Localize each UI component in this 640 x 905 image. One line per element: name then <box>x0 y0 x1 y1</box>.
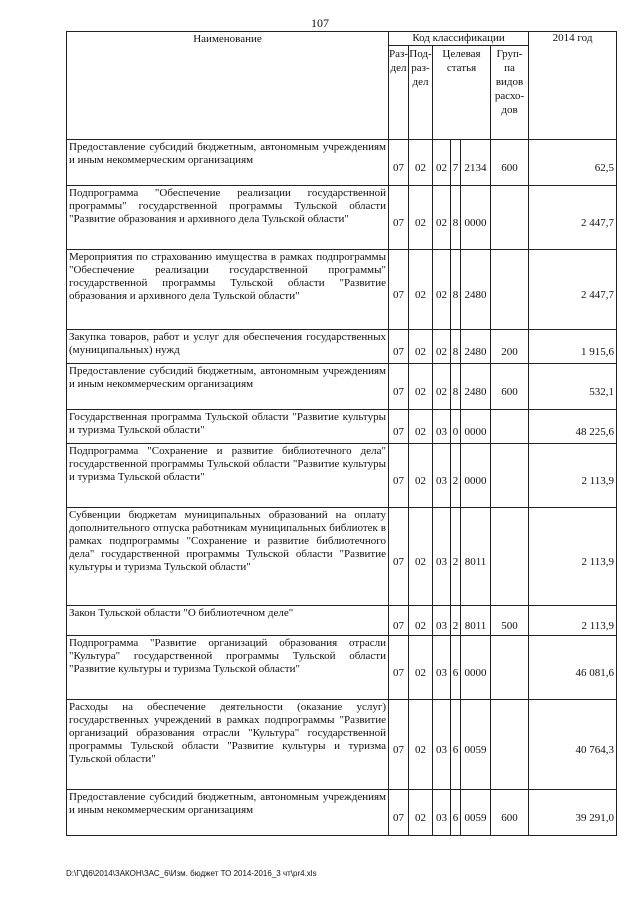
cell-target-3: 2480 <box>461 364 491 410</box>
cell-subsection: 02 <box>409 364 433 410</box>
cell-target-3: 0000 <box>461 410 491 444</box>
cell-section: 07 <box>389 700 409 790</box>
cell-section: 07 <box>389 444 409 508</box>
cell-amount-2014: 532,1 <box>529 364 617 410</box>
cell-section: 07 <box>389 186 409 250</box>
cell-name: Закон Тульской области "О библиотечном деле" <box>67 606 389 636</box>
cell-amount-2014: 2 447,7 <box>529 250 617 330</box>
header-group: Груп- па видов расхо- дов <box>491 46 529 140</box>
cell-subsection: 02 <box>409 140 433 186</box>
table-row <box>67 330 617 364</box>
cell-name: Предоставление субсидий бюджетным, автономным учреждениям и иным некоммерческим организациям <box>67 140 389 186</box>
cell-target-2: 2 <box>451 508 461 606</box>
cell-target-2: 7 <box>451 140 461 186</box>
cell-section: 07 <box>389 636 409 700</box>
budget-table <box>66 31 617 836</box>
header-code-classification: Код классификации <box>389 32 529 46</box>
cell-target-2: 8 <box>451 330 461 364</box>
cell-target-1: 03 <box>433 508 451 606</box>
cell-section: 07 <box>389 606 409 636</box>
cell-subsection: 02 <box>409 444 433 508</box>
cell-subsection: 02 <box>409 636 433 700</box>
cell-section: 07 <box>389 250 409 330</box>
cell-section: 07 <box>389 364 409 410</box>
cell-target-2: 6 <box>451 700 461 790</box>
table-row <box>67 140 617 186</box>
table-row <box>67 508 617 606</box>
cell-target-1: 03 <box>433 700 451 790</box>
cell-name: Подпрограмма "Обеспечение реализации государственной программы" государственной программы Тульской области "Развитие образования и архивного дела Тульской области" <box>67 186 389 250</box>
cell-target-3: 2134 <box>461 140 491 186</box>
cell-target-3: 0059 <box>461 790 491 836</box>
cell-target-1: 02 <box>433 330 451 364</box>
cell-target-3: 0000 <box>461 636 491 700</box>
table-row <box>67 364 617 410</box>
table-row <box>67 606 617 636</box>
cell-subsection: 02 <box>409 250 433 330</box>
cell-target-2: 2 <box>451 444 461 508</box>
cell-name: Предоставление субсидий бюджетным, автономным учреждениям и иным некоммерческим организациям <box>67 790 389 836</box>
cell-section: 07 <box>389 508 409 606</box>
cell-target-3: 8011 <box>461 606 491 636</box>
header-subsection: Под- раз- дел <box>409 46 433 140</box>
cell-target-2: 6 <box>451 636 461 700</box>
cell-amount-2014: 40 764,3 <box>529 700 617 790</box>
cell-name: Подпрограмма "Развитие организаций образования отрасли "Культура" государственной программы Тульской области "Развитие культуры и туризма Тульской области" <box>67 636 389 700</box>
cell-target-2: 2 <box>451 606 461 636</box>
cell-name: Государственная программа Тульской области "Развитие культуры и туризма Тульской области" <box>67 410 389 444</box>
cell-target-1: 02 <box>433 250 451 330</box>
cell-expense-group <box>491 636 529 700</box>
cell-amount-2014: 62,5 <box>529 140 617 186</box>
cell-section: 07 <box>389 410 409 444</box>
table-row <box>67 186 617 250</box>
cell-section: 07 <box>389 790 409 836</box>
header-target: Целевая статья <box>433 46 491 140</box>
cell-target-1: 03 <box>433 410 451 444</box>
cell-name: Подпрограмма "Сохранение и развитие библиотечного дела" государственной программы Тульской области "Развитие культуры и туризма Тульской области" <box>67 444 389 508</box>
cell-expense-group <box>491 410 529 444</box>
cell-section: 07 <box>389 330 409 364</box>
cell-target-3: 0000 <box>461 444 491 508</box>
cell-target-2: 8 <box>451 186 461 250</box>
cell-expense-group: 500 <box>491 606 529 636</box>
cell-expense-group <box>491 444 529 508</box>
cell-amount-2014: 2 113,9 <box>529 444 617 508</box>
cell-name: Расходы на обеспечение деятельности (оказание услуг) государственных учреждений в рамках подпрограммы "Развитие организаций образования отрасли "Культура" государственной программы Тульской области "Развитие культуры и туризма Тульской области" <box>67 700 389 790</box>
cell-name: Закупка товаров, работ и услуг для обеспечения государственных (муниципальных) нужд <box>67 330 389 364</box>
header-section: Раз- дел <box>389 46 409 140</box>
cell-subsection: 02 <box>409 790 433 836</box>
cell-subsection: 02 <box>409 700 433 790</box>
cell-target-1: 02 <box>433 364 451 410</box>
cell-target-3: 2480 <box>461 250 491 330</box>
page-number: 107 <box>311 16 329 30</box>
cell-target-1: 02 <box>433 186 451 250</box>
header-year: 2014 год <box>529 32 617 140</box>
cell-target-3: 8011 <box>461 508 491 606</box>
cell-name: Субвенции бюджетам муниципальных образований на оплату дополнительного отпуска работникам муниципальных библиотек в рамках подпрограммы "Сохранение и развитие библиотечного дела" государственной программы Тульской области "Развитие культуры и туризма Тульской области" <box>67 508 389 606</box>
cell-expense-group: 200 <box>491 330 529 364</box>
table-row <box>67 790 617 836</box>
table-row <box>67 700 617 790</box>
cell-target-1: 02 <box>433 140 451 186</box>
cell-expense-group <box>491 508 529 606</box>
cell-expense-group: 600 <box>491 790 529 836</box>
cell-subsection: 02 <box>409 186 433 250</box>
table-row <box>67 636 617 700</box>
cell-target-2: 6 <box>451 790 461 836</box>
cell-subsection: 02 <box>409 330 433 364</box>
cell-name: Мероприятия по страхованию имущества в рамках подпрограммы "Обеспечение реализации государственной программы" государственной программы Тульской области "Развитие образования и архивного дела Тульской области" <box>67 250 389 330</box>
cell-target-2: 8 <box>451 364 461 410</box>
cell-expense-group <box>491 186 529 250</box>
cell-subsection: 02 <box>409 410 433 444</box>
cell-amount-2014: 2 113,9 <box>529 606 617 636</box>
cell-target-1: 03 <box>433 444 451 508</box>
cell-subsection: 02 <box>409 508 433 606</box>
cell-amount-2014: 2 113,9 <box>529 508 617 606</box>
cell-target-1: 03 <box>433 790 451 836</box>
cell-amount-2014: 48 225,6 <box>529 410 617 444</box>
header-name: Наименование <box>67 32 389 140</box>
file-path-footer: D:\Г\Д6\2014\ЗАКОН\ЗАС_6\Изм. бюджет ТО 2014-2016_3 чт\pr4.xls <box>66 869 317 878</box>
cell-expense-group <box>491 700 529 790</box>
cell-target-3: 0059 <box>461 700 491 790</box>
cell-section: 07 <box>389 140 409 186</box>
table-row <box>67 250 617 330</box>
cell-expense-group <box>491 250 529 330</box>
cell-expense-group: 600 <box>491 140 529 186</box>
cell-amount-2014: 1 915,6 <box>529 330 617 364</box>
cell-amount-2014: 2 447,7 <box>529 186 617 250</box>
cell-subsection: 02 <box>409 606 433 636</box>
cell-target-2: 8 <box>451 250 461 330</box>
table-row <box>67 410 617 444</box>
cell-amount-2014: 39 291,0 <box>529 790 617 836</box>
cell-target-3: 2480 <box>461 330 491 364</box>
cell-target-2: 0 <box>451 410 461 444</box>
cell-expense-group: 600 <box>491 364 529 410</box>
cell-target-3: 0000 <box>461 186 491 250</box>
cell-amount-2014: 46 081,6 <box>529 636 617 700</box>
cell-target-1: 03 <box>433 606 451 636</box>
cell-target-1: 03 <box>433 636 451 700</box>
cell-name: Предоставление субсидий бюджетным, автономным учреждениям и иным некоммерческим организациям <box>67 364 389 410</box>
table-row <box>67 444 617 508</box>
